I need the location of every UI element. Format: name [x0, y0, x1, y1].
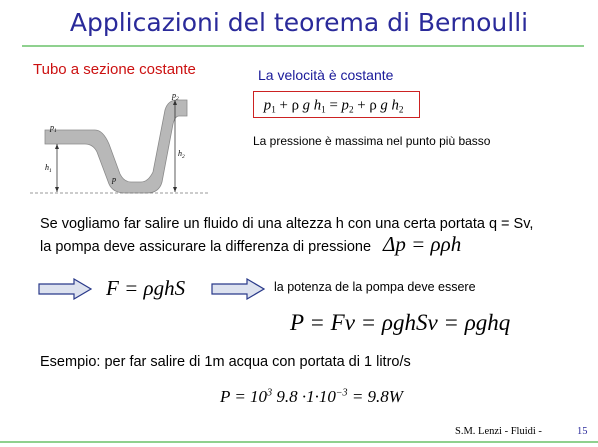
velocity-note: La velocità è costante — [258, 67, 394, 83]
right-arrow-icon — [211, 278, 265, 300]
paragraph-line-1: Se vogliamo far salire un fluido di una altezza h con una certa portata q = Sv, — [40, 216, 534, 232]
label-p2: $p_2$ — [172, 91, 179, 102]
title-divider — [22, 45, 584, 47]
force-formula: F = ρghS — [106, 276, 186, 300]
example-formula: $P = 10^3$ $9.8 \cdot 1\cdot 10^{-3} = 9.8W$ — [220, 387, 403, 406]
paragraph-line-2 — [40, 234, 595, 257]
bernoulli-equation — [254, 92, 419, 117]
bernoulli-equation-text: p1 + ρ g h1 = p2 + ρ g h2 — [263, 97, 404, 116]
pipe-diagram — [25, 88, 215, 203]
label-p-bottom: p — [112, 175, 116, 184]
h2-arrowhead-bottom — [173, 187, 177, 192]
bernoulli-equation-box — [253, 91, 420, 118]
page-number: 15 — [577, 426, 588, 437]
power-note: la potenza de la pompa deve essere — [274, 280, 476, 294]
pipe-diagram-svg — [25, 88, 215, 203]
pressure-note: La pressione è massima nel punto più basso — [253, 134, 491, 148]
example-text: Esempio: per far salire di 1m acqua con portata di 1 litro/s — [40, 354, 411, 370]
h1-arrowhead-top — [55, 144, 59, 149]
slide-title: Applicazioni del teorema di Bernoulli — [69, 8, 529, 37]
right-arrow-icon — [38, 278, 92, 300]
bottom-divider — [0, 441, 598, 443]
label-h1: $h_1$ — [45, 163, 52, 174]
footer-author: S.M. Lenzi - Fluidi - — [455, 426, 542, 437]
label-p1: $p_1$ — [50, 123, 57, 134]
label-h2: $h_2$ — [178, 149, 185, 160]
delta-p-formula: Δp = ρρh — [383, 232, 462, 256]
paragraph-line-2-text: la pompa deve assicurare la differenza di pressione — [40, 239, 372, 255]
pipe-shape — [45, 100, 187, 193]
pump-paragraph — [40, 214, 595, 257]
section-label: Tubo a sezione costante — [33, 61, 196, 78]
h1-arrowhead-bottom — [55, 187, 59, 192]
power-formula: P = Fv = ρghSv = ρghq — [290, 310, 511, 335]
